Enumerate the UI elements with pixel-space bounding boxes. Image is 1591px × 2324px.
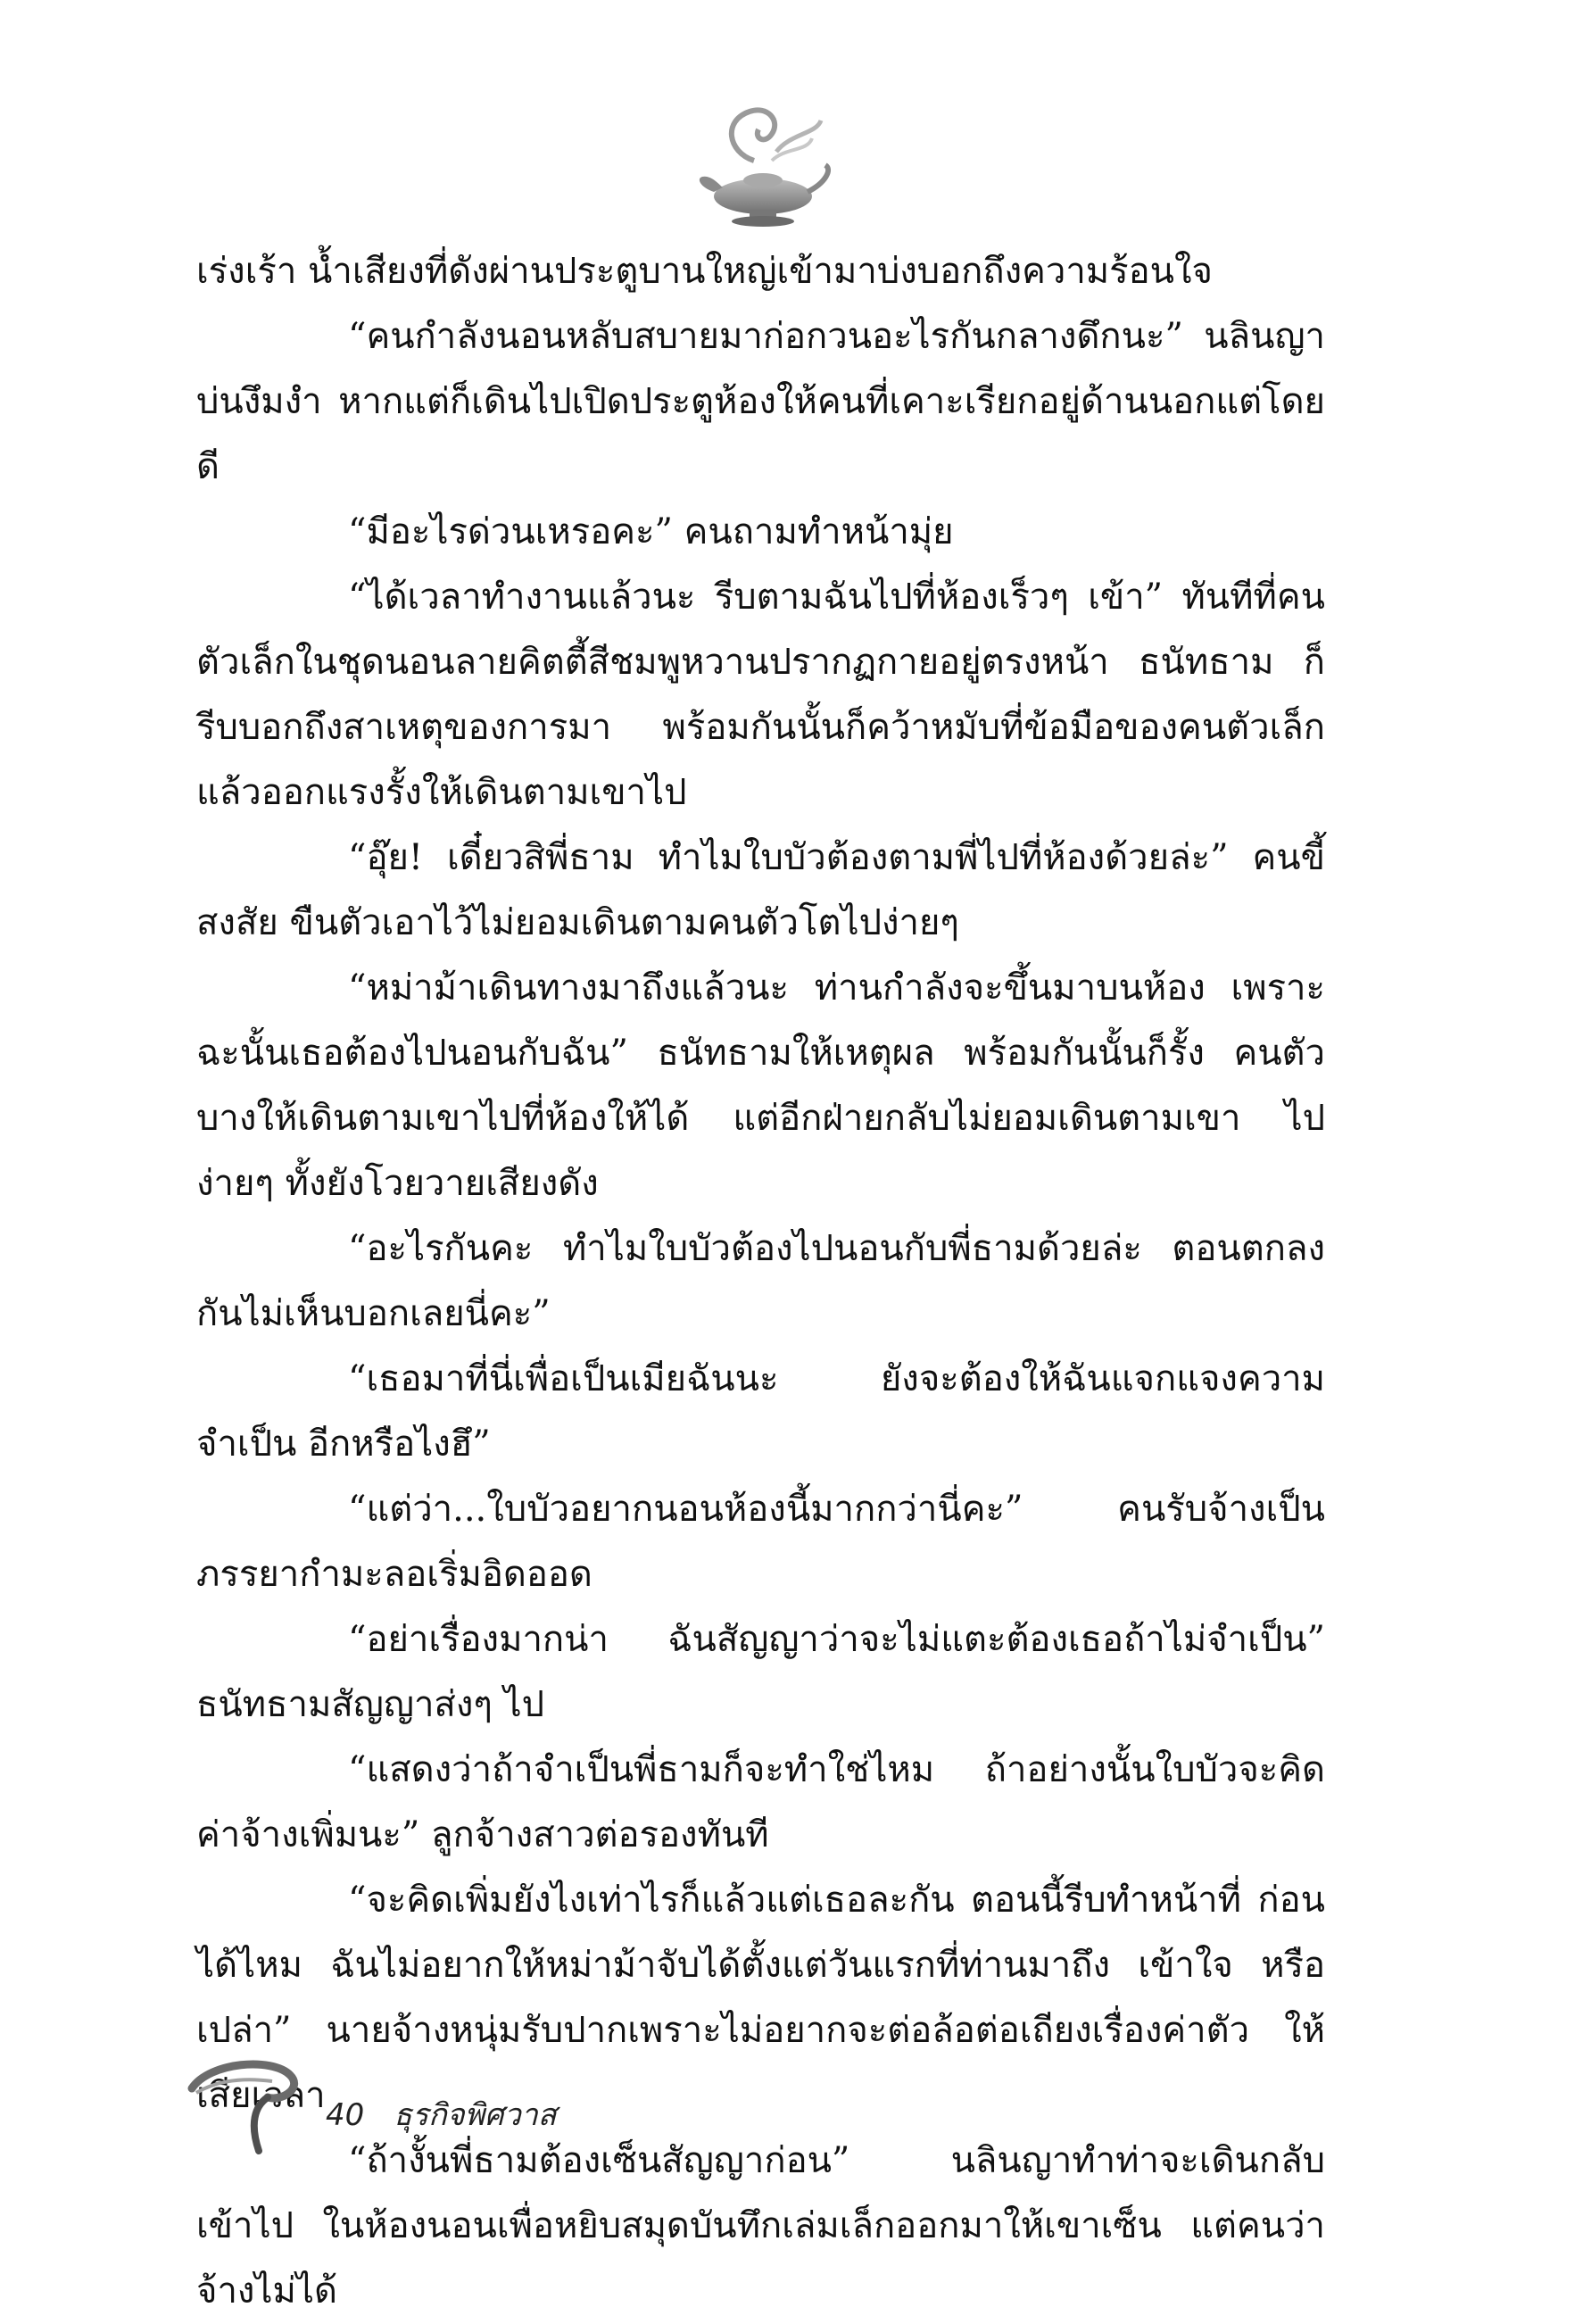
- paragraph: เร่งเร้า น้ำเสียงที่ดังผ่านประตูบานใหญ่เข้ามาบ่งบอกถึงความร้อนใจ: [196, 251, 1213, 292]
- paragraph: “มีอะไรด่วนเหรอคะ” คนถามทำหน้ามุ่ย: [348, 511, 954, 552]
- paragraph: “จะคิดเพิ่มยังไงเท่าไรก็แล้วแต่เธอละกัน ตอนนี้รีบทำหน้าที่ ก่อนได้ไหม ฉันไม่อยากให้หม่าม้าจับได้ตั้งแต่วันแรกที่ท่านมาถึง เข้าใจ หรือเปล่า” นายจ้างหนุ่มรับปากเพราะไม่อยากจะต่อล้อต่อเถียงเรื่องค่าตัว ให้เสียเวลา: [196, 1880, 1325, 2116]
- paragraph: “อะไรกันคะ ทำไมใบบัวต้องไปนอนกับพี่ธามด้วยล่ะ ตอนตกลง กันไม่เห็นบอกเลยนี่คะ”: [196, 1228, 1325, 1334]
- page-body: [196, 239, 1325, 2324]
- paragraph: “หม่าม้าเดินทางมาถึงแล้วนะ ท่านกำลังจะขึ้นมาบนห้อง เพราะฉะนั้นเธอต้องไปนอนกับฉัน” ธนัทธามให้เหตุผล พร้อมกันนั้นก็รั้ง คนตัวบางให้เดินตามเขาไปที่ห้องให้ได้ แต่อีกฝ่ายกลับไม่ยอมเดินตามเขา ไปง่ายๆ ทั้งยังโวยวายเสียงดัง: [196, 967, 1325, 1204]
- paragraph: “อุ๊ย! เดี๋ยวสิพี่ธาม ทำไมใบบัวต้องตามพี่ไปที่ห้องด้วยล่ะ” คนขี้สงสัย ขืนตัวเอาไว้ไม่ยอมเดินตามคนตัวโตไปง่ายๆ: [196, 837, 1325, 943]
- paragraph: “ถ้างั้นพี่ธามต้องเซ็นสัญญาก่อน” นลินญาทำท่าจะเดินกลับเข้าไป ในห้องนอนเพื่อหยิบสมุดบันทึกเล่มเล็กออกมาให้เขาเซ็น แต่คนว่าจ้างไม่ได้: [196, 2140, 1325, 2312]
- paragraph: “ได้เวลาทำงานแล้วนะ รีบตามฉันไปที่ห้องเร็วๆ เข้า” ทันทีที่คนตัวเล็กในชุดนอนลายคิตตี้สีชมพูหวานปรากฏกายอยู่ตรงหน้า ธนัทธาม ก็รีบบอกถึงสาเหตุของการมา พร้อมกันนั้นก็คว้าหมับที่ข้อมือของคนตัวเล็ก แล้วออกแรงรั้งให้เดินตามเขาไป: [196, 577, 1325, 813]
- paragraph: “แสดงว่าถ้าจำเป็นพี่ธามก็จะทำใช่ไหม ถ้าอย่างนั้นใบบัวจะคิด ค่าจ้างเพิ่มนะ” ลูกจ้างสาวต่อรองทันที: [196, 1749, 1325, 1855]
- paragraph: “แต่ว่า...ใบบัวอยากนอนห้องนี้มากกว่านี่คะ” คนรับจ้างเป็น ภรรยากำมะลอเริ่มอิดออด: [196, 1489, 1325, 1595]
- genie-lamp-icon: [692, 98, 834, 232]
- book-title: ธุรกิจพิศวาส: [394, 2097, 557, 2133]
- swirl-ornament-icon: [183, 2053, 308, 2160]
- page-footer: [183, 2053, 629, 2160]
- footer-text: [326, 2090, 576, 2138]
- paragraph: “อย่าเรื่องมากน่า ฉันสัญญาว่าจะไม่แตะต้องเธอถ้าไม่จำเป็น” ธนัทธามสัญญาส่งๆ ไป: [196, 1619, 1325, 1725]
- paragraph: “คนกำลังนอนหลับสบายมาก่อกวนอะไรกันกลางดึกนะ” นลินญา บ่นงึมงำ หากแต่ก็เดินไปเปิดประตูห้องให้คนที่เคาะเรียกอยู่ด้านนอกแต่โดยดี: [196, 316, 1325, 487]
- page-number: 40: [326, 2097, 365, 2133]
- paragraph: “เธอมาที่นี่เพื่อเป็นเมียฉันนะ ยังจะต้องให้ฉันแจกแจงความจำเป็น อีกหรือไงฮึ”: [196, 1358, 1325, 1465]
